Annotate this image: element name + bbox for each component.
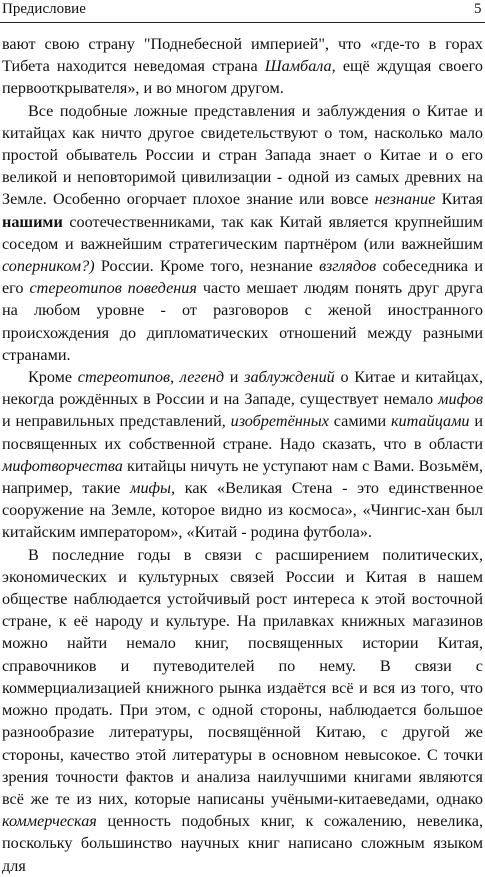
italic-text: коммерческая: [2, 812, 97, 831]
text-run: собеседника и его: [2, 257, 483, 298]
text-run: китайцы ничуть не уступают нам с Вами. Возьмём, например, такие: [2, 456, 483, 498]
paragraph-1: [2, 33, 483, 100]
italic-text: незнание: [374, 190, 436, 209]
italic-text: мифы,: [130, 479, 176, 498]
page-header: [0, 0, 485, 24]
italic-text: китайцами: [390, 412, 470, 431]
paragraph-3: [2, 366, 483, 544]
paragraph-4: [2, 544, 483, 877]
running-title: Предисловие: [2, 1, 86, 17]
text-run: и неправильных представлений,: [2, 412, 231, 431]
italic-text: стереотипов поведения: [29, 279, 197, 298]
italic-text: стереотипов, легенд: [77, 368, 225, 387]
italic-text: мифотворчества: [2, 456, 123, 475]
text-run: Кроме: [28, 368, 78, 387]
text-run: ещё ждущая своего первооткрывателя», и во многом другом.: [2, 57, 483, 98]
italic-text: соперником?): [2, 257, 95, 276]
text-run: Китая: [435, 190, 483, 209]
text-run: В последние годы в связи с расширением политических, экономических и культурных связей России и Китая в нашем обществе наблюдается устойчивый рост интереса к этой восточной стране, к её народу и культуре. На прилавках книжных магазинов можно найти немало книг, посвященных истории Китая, справочников и путеводителей по нему. В связи с коммерциализацией книжного рынка издаётся всё и вся из того, что можно продать. При этом, с одной стороны, наблюдается большое разнообразие литературы, посвящённой Китаю, с другой же стороны, качество этой литературы в основном невысокое. С точки зрения точности фактов и анализа наилучшими книгами являются всё же те из них, которые написаны учёными-китаеведами, однако: [2, 545, 483, 808]
italic-text: изобретённых: [230, 412, 329, 431]
text-run: вают свою страну "Поднебесной империей", что «где-то в горах Тибета находится неведомая страна: [2, 35, 483, 76]
text-run: часто мешает людям понять друг друга на любом уровне - от разговоров с женой иностранного происхождения до дипломатических отношений между разными странами.: [2, 279, 484, 364]
text-run: как «Великая Стена - это единственное сооружение на Земле, которое видно из космоса», «Чингис-хан был китайским императором», «Китай - родина футбола».: [2, 479, 484, 542]
text-run: и посвященных их собственной стране. Надо сказать, что в области: [2, 412, 483, 453]
italic-text: взглядов: [319, 257, 377, 276]
page-number: 5: [474, 1, 482, 17]
header-rule: [0, 22, 485, 23]
text-run: самими: [328, 412, 391, 431]
text-run: ценность подобных книг, к сожалению, невелика, поскольку большинство научных книг написано сложным языком для: [2, 812, 483, 875]
italic-text: мифов: [438, 390, 483, 409]
paragraph-2: [2, 100, 483, 366]
text-run: о Китае и китайцах, некогда рождённых в России и на Западе, существует немало: [2, 368, 483, 409]
body-text: [2, 33, 483, 877]
italic-text: заблуждений: [244, 368, 335, 387]
text-run: и: [224, 368, 245, 387]
italic-text: Шамбала,: [264, 57, 336, 76]
bold-text: нашими: [2, 212, 63, 231]
text-run: соотечественниками, так как Китай является крупнейшим соседом и важнейшим стратегическим партнёром (или важнейшим: [2, 212, 483, 253]
text-run: Все подобные ложные представления и заблуждения о Китае и китайцах как ничто другое свидетельствуют о том, насколько мало простой обыватель России и стран Запада знает о Китае и о его великой и неповторимой цивилизации - одной из самых древних на Земле. Особенно огорчает плохое знание или вовсе: [2, 101, 483, 209]
text-run: России. Кроме того, незнание: [94, 257, 320, 276]
